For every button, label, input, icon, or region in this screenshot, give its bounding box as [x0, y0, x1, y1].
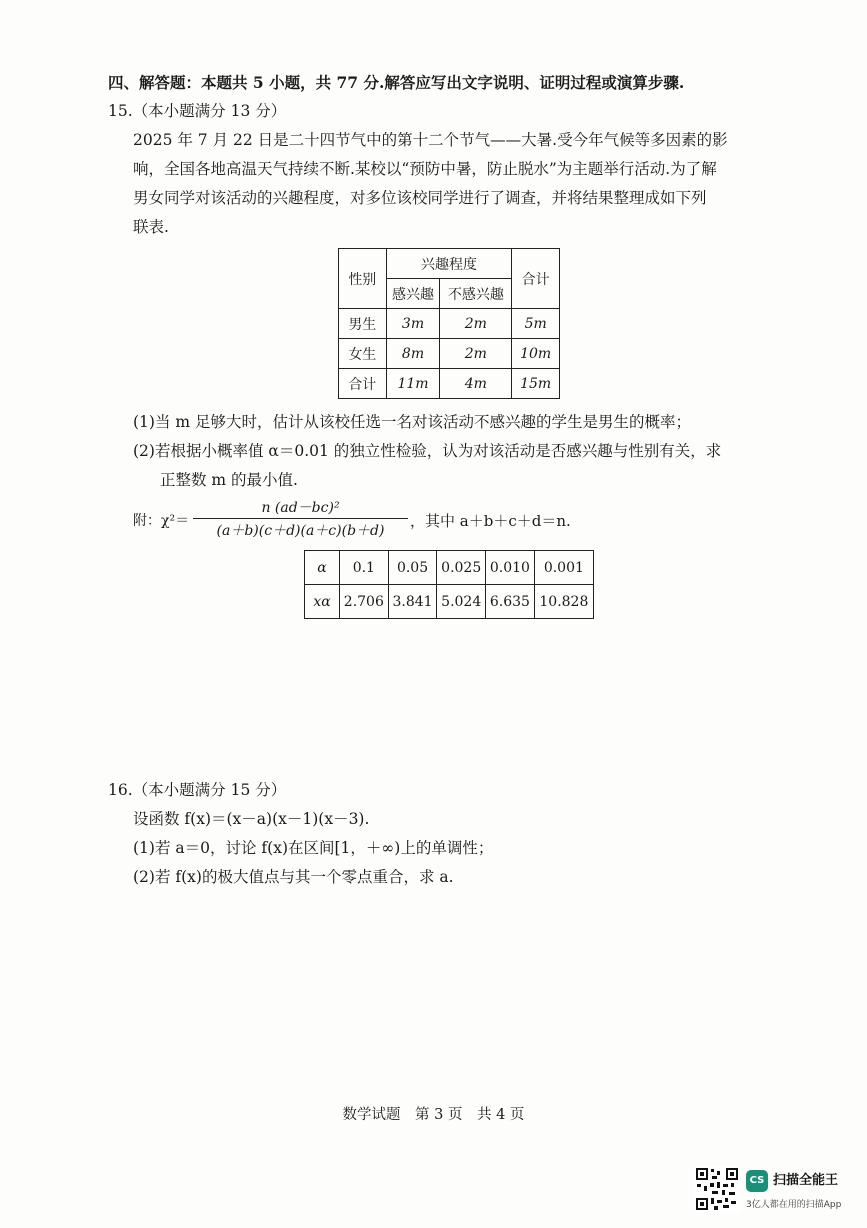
q15-para-2: 响，全国各地高温天气持续不断.某校以“预防中暑，防止脱水”为主题举行活动.为了解 — [133, 160, 717, 178]
alpha-label: α — [305, 551, 340, 585]
alpha-value: 0.05 — [388, 551, 437, 585]
q16-title: 16.（本小题满分 15 分） — [108, 781, 287, 799]
section-header: 四、解答题：本题共 5 小题，共 77 分.解答应写出文字说明、证明过程或演算步骤. — [108, 73, 685, 92]
page-footer: 数学试题 第 3 页 共 4 页 — [342, 1107, 525, 1123]
cell-value: 3m — [386, 309, 440, 339]
cell-value: 10m — [512, 339, 560, 369]
q15-title: 15.（本小题满分 13 分） — [108, 102, 287, 120]
q15-para-4: 联表. — [133, 218, 169, 236]
header-total: 合计 — [512, 249, 560, 309]
q16-intro: 设函数 f(x)＝(x－a)(x－1)(x－3). — [133, 810, 370, 828]
table-row — [339, 309, 560, 339]
cell-value: 2m — [440, 309, 512, 339]
header-gender: 性别 — [339, 249, 387, 309]
header-not-interested: 不感兴趣 — [440, 279, 512, 309]
cell-value: 4m — [440, 369, 512, 399]
critical-value: 5.024 — [437, 585, 486, 619]
chi-square-fraction — [193, 497, 408, 541]
q15-para-3: 男女同学对该活动的兴趣程度，对多位该校同学进行了调查，并将结果整理成如下列 — [133, 189, 707, 207]
fraction-numerator: n (ad－bc)² — [261, 500, 340, 516]
header-interested: 感兴趣 — [386, 279, 440, 309]
fraction-bar — [193, 518, 408, 519]
q16-part2: (2)若 f(x)的极大值点与其一个零点重合，求 a. — [133, 868, 454, 886]
camscanner-logo-icon: CS — [746, 1170, 768, 1192]
cell-value: 11m — [386, 369, 440, 399]
cell-value: 5m — [512, 309, 560, 339]
contingency-table — [338, 248, 560, 399]
scanner-tagline: 3亿人都在用的扫描App — [746, 1200, 842, 1210]
fraction-denominator: (a＋b)(c＋d)(a＋c)(b＋d) — [216, 523, 385, 539]
header-interest: 兴趣程度 — [386, 249, 512, 279]
table-row — [339, 339, 560, 369]
alpha-value: 0.001 — [534, 551, 593, 585]
row-label: 女生 — [339, 339, 387, 369]
x-alpha-label: xα — [305, 585, 340, 619]
q15-part2-line1: (2)若根据小概率值 α＝0.01 的独立性检验，认为对该活动是否感兴趣与性别有关，求 — [133, 442, 722, 460]
qr-code-icon — [694, 1166, 740, 1212]
formula-suffix: ，其中 a＋b＋c＋d＝n. — [410, 512, 571, 530]
cell-value: 2m — [440, 339, 512, 369]
critical-value: 2.706 — [340, 585, 389, 619]
table-row — [305, 585, 594, 619]
scanner-app-name: 扫描全能王 — [773, 1173, 839, 1188]
cell-value: 15m — [512, 369, 560, 399]
row-label: 男生 — [339, 309, 387, 339]
q15-para-1: 2025 年 7 月 22 日是二十四节气中的第十二个节气——大暑.受今年气候等多因素的影 — [133, 131, 728, 149]
alpha-value: 0.025 — [437, 551, 486, 585]
critical-value-table — [304, 550, 594, 619]
alpha-value: 0.1 — [340, 551, 389, 585]
formula-prefix: 附：χ²＝ — [133, 513, 190, 529]
table-row — [305, 551, 594, 585]
q16-part1: (1)若 a＝0，讨论 f(x)在区间[1，＋∞)上的单调性； — [133, 839, 494, 857]
q15-part2-line2: 正整数 m 的最小值. — [160, 471, 298, 489]
critical-value: 3.841 — [388, 585, 437, 619]
table-row — [339, 369, 560, 399]
q15-part1: (1)当 m 足够大时，估计从该校任选一名对该活动不感兴趣的学生是男生的概率； — [133, 413, 692, 431]
critical-value: 10.828 — [534, 585, 593, 619]
cell-value: 8m — [386, 339, 440, 369]
critical-value: 6.635 — [486, 585, 535, 619]
row-label: 合计 — [339, 369, 387, 399]
alpha-value: 0.010 — [486, 551, 535, 585]
